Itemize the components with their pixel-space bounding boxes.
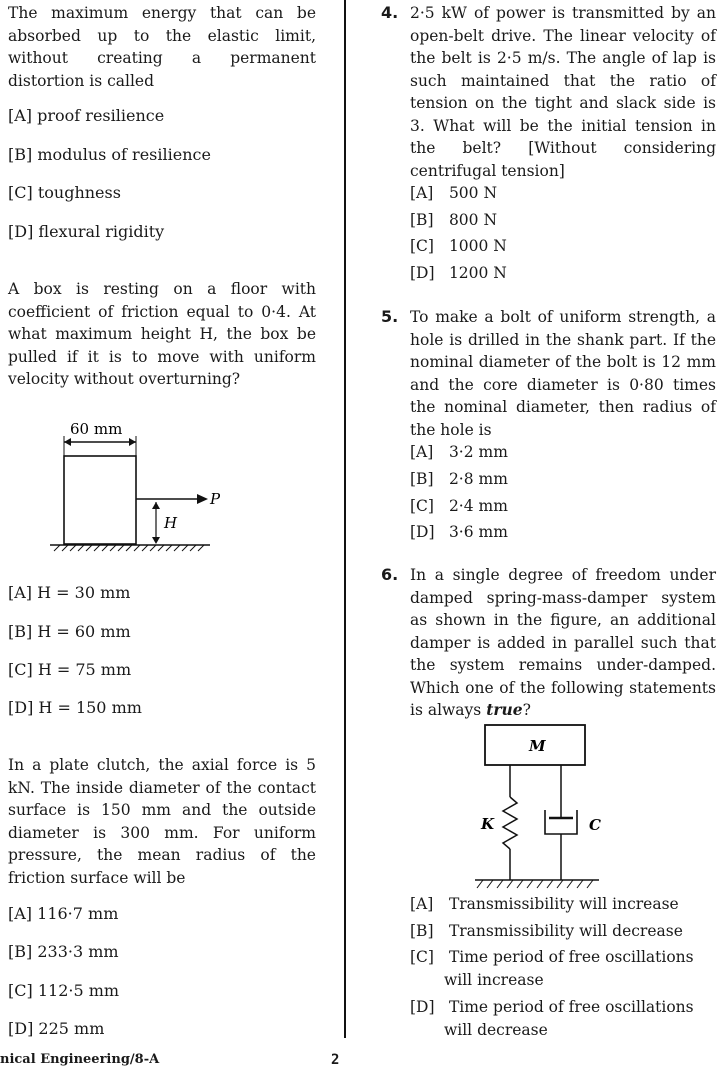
option-text: 2·8 mm <box>448 470 508 488</box>
q6-option-c-line2 <box>444 971 544 989</box>
option-label: [C] <box>410 497 434 515</box>
q4-option-a[interactable] <box>410 184 497 202</box>
option-label: [D] <box>410 523 435 541</box>
height-label: H <box>164 514 178 532</box>
option-text: H = 60 mm <box>37 622 131 641</box>
q5-text: To make a bolt of uniform strength, a hole is drilled in the shank part. If the nominal diameter of the bolt is 12 mm and the core diameter is 0·80 times the nominal diameter, then radius of the hole is <box>410 308 716 439</box>
option-label: [A] <box>8 904 33 923</box>
q6-option-d[interactable] <box>410 998 694 1016</box>
option-text: toughness <box>37 183 121 202</box>
option-text: 225 mm <box>38 1019 105 1038</box>
q6-text-end: ? <box>522 701 531 719</box>
option-text: 116·7 mm <box>37 904 119 923</box>
option-text: will increase <box>444 971 544 989</box>
q4-option-d[interactable] <box>410 264 507 282</box>
option-text: 3·6 mm <box>448 523 508 541</box>
spring-mass-damper-figure <box>465 722 605 890</box>
q6-option-c[interactable] <box>410 948 694 966</box>
option-text: 500 N <box>448 184 498 202</box>
option-text: H = 30 mm <box>37 583 131 602</box>
q5-option-c[interactable] <box>410 497 508 515</box>
option-text: flexural rigidity <box>38 222 165 241</box>
option-label: [B] <box>410 211 434 229</box>
q6-option-a[interactable] <box>410 895 679 913</box>
q3-option-b[interactable] <box>8 942 119 961</box>
option-label: [C] <box>8 660 33 679</box>
q4-option-c[interactable] <box>410 237 507 255</box>
spring-label: K <box>481 815 495 833</box>
q3-option-a[interactable] <box>8 904 118 923</box>
q3-option-c[interactable] <box>8 981 119 1000</box>
option-text: 800 N <box>448 211 498 229</box>
q2-text: A box is resting on a floor with coefficient of friction equal to 0·4. At what maximum height H, the box be pulled if it is to move with uniform velocity without overturning? <box>8 280 316 388</box>
column-divider <box>344 0 346 1038</box>
option-label: [A] <box>410 443 434 461</box>
option-label: [C] <box>410 237 434 255</box>
q1-option-c[interactable] <box>8 183 121 202</box>
option-label: [C] <box>8 183 33 202</box>
q4-number: 4. <box>381 3 399 22</box>
q6-option-b[interactable] <box>410 922 683 940</box>
option-text: 2·4 mm <box>448 497 508 515</box>
option-label: [D] <box>410 998 435 1016</box>
q1-option-d[interactable] <box>8 222 164 241</box>
option-label: [A] <box>8 583 33 602</box>
q5-option-b[interactable] <box>410 470 508 488</box>
option-label: [B] <box>8 145 33 164</box>
option-label: [D] <box>8 222 34 241</box>
option-text: Time period of free oscillations <box>448 998 694 1016</box>
option-text: 3·2 mm <box>448 443 508 461</box>
q1-text: The maximum energy that can be absorbed up to the elastic limit, without creating a permanent distortion is called <box>8 4 316 90</box>
option-label: [D] <box>8 698 34 717</box>
mass-label: M <box>529 737 546 755</box>
option-text: Time period of free oscillations <box>448 948 694 966</box>
q6-text <box>410 564 716 722</box>
q5-option-a[interactable] <box>410 443 508 461</box>
q1-option-a[interactable] <box>8 106 164 125</box>
option-label: [A] <box>410 895 434 913</box>
option-text: 1000 N <box>448 237 507 255</box>
q5-number: 5. <box>381 307 399 326</box>
option-label: [A] <box>410 184 434 202</box>
q5-option-d[interactable] <box>410 523 508 541</box>
q6-text-emphasis: true <box>486 700 523 719</box>
option-label: [B] <box>8 942 33 961</box>
q2-option-a[interactable] <box>8 583 130 602</box>
option-text: modulus of resilience <box>37 145 211 164</box>
option-text: proof resilience <box>37 106 165 125</box>
footer-subject: nical Engineering/8-A <box>0 1052 160 1067</box>
q4-text: 2·5 kW of power is transmitted by an open-belt drive. The linear velocity of the belt is 2·5 m/s. The angle of lap is such maintained that the ratio of tension on the tight and slack side is 3. What will be the initial tension in the belt? [Without considering centrifugal tension] <box>410 4 716 180</box>
q6-number: 6. <box>381 565 399 584</box>
option-text: 233·3 mm <box>37 942 119 961</box>
q4-option-b[interactable] <box>410 211 497 229</box>
q1-option-b[interactable] <box>8 145 211 164</box>
option-label: [A] <box>8 106 33 125</box>
option-text: H = 75 mm <box>37 660 132 679</box>
option-text: Transmissibility will increase <box>448 895 679 913</box>
box-on-floor-figure <box>40 418 220 558</box>
option-text: H = 150 mm <box>38 698 142 717</box>
option-label: [B] <box>410 470 434 488</box>
option-text: will decrease <box>444 1021 548 1039</box>
option-text: 112·5 mm <box>37 981 120 1000</box>
q6-option-d-line2 <box>444 1021 548 1039</box>
option-label: [D] <box>8 1019 34 1038</box>
q3-option-d[interactable] <box>8 1019 104 1038</box>
damper-label: C <box>589 816 601 834</box>
box <box>64 456 136 544</box>
q6-text-main: In a single degree of freedom under damped spring-mass-damper system as shown in the figure, an additional damper is added in parallel such that the system remains under-damped. Which one of the following statements is always <box>410 566 716 719</box>
option-text: 1200 N <box>448 264 507 282</box>
box-width-label: 60 mm <box>70 420 123 438</box>
option-label: [C] <box>410 948 434 966</box>
q2-option-d[interactable] <box>8 698 142 717</box>
option-label: [B] <box>8 622 33 641</box>
option-label: [D] <box>410 264 435 282</box>
option-label: [B] <box>410 922 434 940</box>
q2-option-c[interactable] <box>8 660 131 679</box>
q2-option-b[interactable] <box>8 622 131 641</box>
option-label: [C] <box>8 981 33 1000</box>
option-text: Transmissibility will decrease <box>448 922 683 940</box>
spring <box>503 797 517 849</box>
force-label: P <box>210 490 220 508</box>
page-number: 2 <box>331 1052 340 1068</box>
q3-text: In a plate clutch, the axial force is 5 kN. The inside diameter of the contact surface is 150 mm and the outside diameter is 300 mm. For uniform pressure, the mean radius of the friction surface will be <box>8 756 316 887</box>
